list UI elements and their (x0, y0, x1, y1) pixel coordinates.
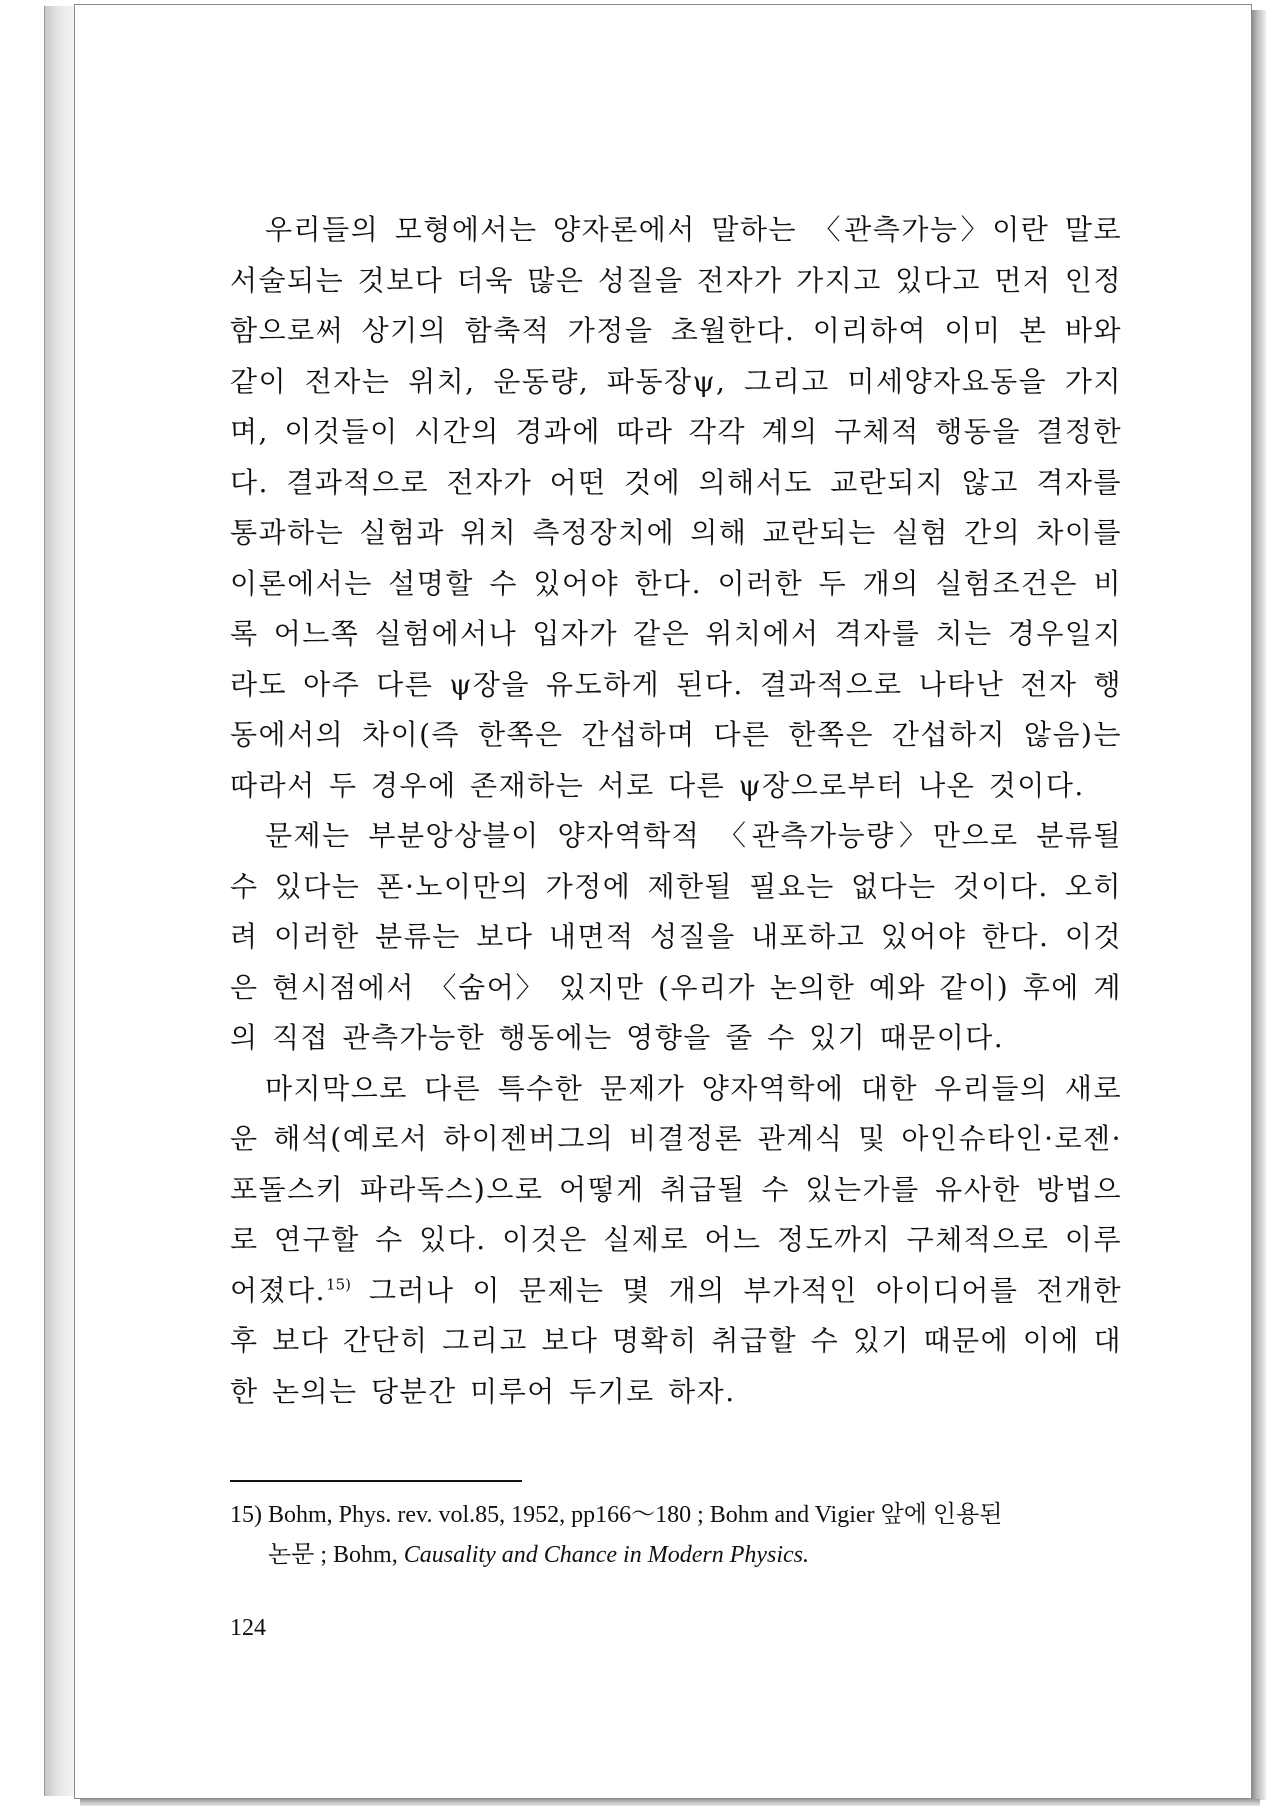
paragraph-3-text-a: 마지막으로 다른 특수한 문제가 양자역학에 대한 우리들의 새로운 해석(예로서 하이젠버그의 비결정론 관계식 및 아인슈타인·로젠·포돌스키 파라독스)으로 어떻게 취급될 수 있는가를 유사한 방법으로 연구할 수 있다. 이것은 실제로 어느 정도까지 구체적으로 이루어졌다. (230, 1071, 1122, 1307)
paragraph-3 (230, 1064, 1122, 1418)
book-spine (44, 6, 75, 1796)
footnote-line-2 (230, 1535, 1122, 1575)
paragraph-1: 우리들의 모형에서는 양자론에서 말하는 〈관측가능〉이란 말로 서술되는 것보다 더욱 많은 성질을 전자가 가지고 있다고 먼저 인정함으로써 상기의 함축적 가정을 초월한다. 이리하여 이미 본 바와 같이 전자는 위치, 운동량, 파동장ψ, 그리고 미세양자요동을 가지며, 이것들이 시간의 경과에 따라 각각 계의 구체적 행동을 결정한다. 결과적으로 전자가 어떤 것에 의해서도 교란되지 않고 격자를 통과하는 실험과 위치 측정장치에 의해 교란되는 실험 간의 차이를 이론에서는 설명할 수 있어야 한다. 이러한 두 개의 실험조건은 비록 어느쪽 실험에서나 입자가 같은 위치에서 격자를 치는 경우일지라도 아주 다른 ψ장을 유도하게 된다. 결과적으로 나타난 전자 행동에서의 차이(즉 한쪽은 간섭하며 다른 한쪽은 간섭하지 않음)는 따라서 두 경우에 존재하는 서로 다른 ψ장으로부터 나온 것이다. (230, 213, 1122, 802)
paragraph-3-text-b: 그러나 이 문제는 몇 개의 부가적인 아이디어를 전개한 후 보다 간단히 그리고 보다 명확히 취급할 수 있기 때문에 이에 대한 논의는 당분간 미루어 두기로 하자. (230, 1273, 1122, 1408)
footnote-reference: 15) (326, 1275, 351, 1294)
paragraph-2: 문제는 부분앙상블이 양자역학적 〈관측가능량〉만으로 분류될 수 있다는 폰·노이만의 가정에 제한될 필요는 없다는 것이다. 오히려 이러한 분류는 보다 내면적 성질을 내포하고 있어야 한다. 이것은 현시점에서 〈숨어〉 있지만 (우리가 논의한 예와 같이) 후에 계의 직접 관측가능한 행동에는 영향을 줄 수 있기 때문이다. (230, 819, 1122, 1054)
footnote (230, 1495, 1122, 1575)
page-number: 124 (230, 1615, 266, 1641)
page-bottom-shadow (80, 1799, 1260, 1806)
footnote-line-1: 15) Bohm, Phys. rev. vol.85, 1952, pp166～180 ; Bohm and Vigier 앞에 인용된 (230, 1502, 1003, 1528)
footnote-book-title: Causality and Chance in Modern Physics. (403, 1542, 809, 1568)
body-text (230, 205, 1122, 1417)
footnote-line-2-prefix: 논문 ; Bohm, (268, 1542, 404, 1568)
page-edge-shadow (1252, 10, 1266, 1800)
footnote-divider (230, 1480, 522, 1482)
